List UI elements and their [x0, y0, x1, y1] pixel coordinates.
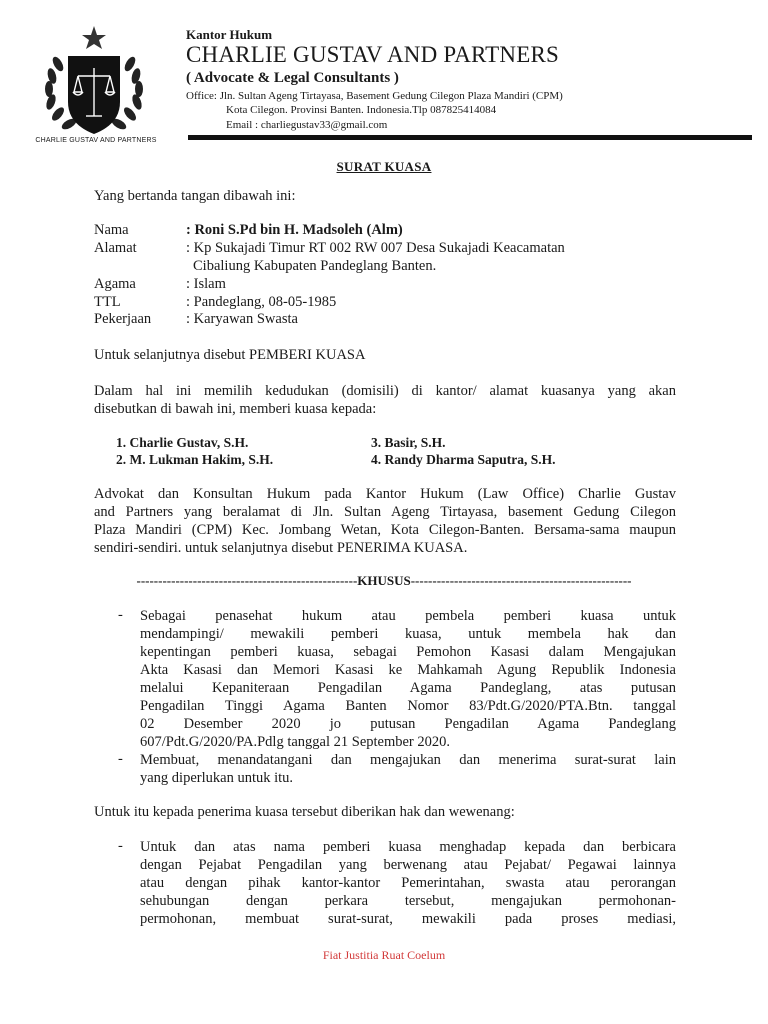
firm-subtitle: ( Advocate & Legal Consultants ): [186, 70, 399, 86]
identity-value: : Kp Sukajadi Timur RT 002 RW 007 Desa Sukajadi Keacamatan: [186, 240, 565, 256]
bullet-line: permohonan, membuat surat-surat, mewakili pada proses mediasi,: [140, 911, 676, 927]
attorney-name: 1. Charlie Gustav, S.H.: [116, 435, 249, 450]
identity-label: Nama: [94, 222, 129, 238]
identity-value: Cibaliung Kabupaten Pandeglang Banten.: [193, 258, 437, 274]
office-label: Kantor Hukum: [186, 27, 273, 42]
footer-motto: Fiat Justitia Ruat Coelum: [322, 948, 446, 962]
bullet-line: Pengadilan Tinggi Agama Banten Nomor 83/Pdt.G/2020/PTA.Btn. tanggal: [140, 698, 676, 714]
identity-value: : Karyawan Swasta: [186, 311, 298, 327]
bullet-line: sehubungan dengan perkara tersebut, mengajukan permohonan-: [140, 893, 676, 909]
firm-name: CHARLIE GUSTAV AND PARTNERS: [186, 42, 560, 67]
rights-intro: Untuk itu kepada penerima kuasa tersebut diberikan hak dan wewenang:: [94, 804, 515, 820]
bullet-line: 02 Desember 2020 jo putusan Pengadilan Agama Pandeglang: [140, 716, 676, 732]
advokat-line: sendiri-sendiri. untuk selanjutnya disebut PENERIMA KUASA.: [94, 540, 468, 556]
bullet-dash: -: [118, 838, 123, 854]
bullet-line: Sebagai penasehat hukum atau pembela pemberi kuasa untuk: [140, 608, 676, 624]
identity-label: Agama: [94, 276, 136, 292]
advokat-line: Advokat dan Konsultan Hukum pada Kantor Hukum (Law Office) Charlie Gustav: [94, 486, 676, 502]
identity-value: : Islam: [186, 276, 226, 292]
khusus-heading: ---------------------------------------------------KHUSUS---------------------------------------------------: [136, 573, 632, 588]
advokat-line: Plaza Mandiri (CPM) Kec. Jombang Wetan, Kota Cilegon-Banten. Bersama-sama maupun: [94, 522, 676, 538]
bullet-line: atau dengan pihak kantor-kantor Pemerintahan, swasta atau perorangan: [140, 875, 676, 891]
bullet-line: mendampingi/ mewakili pemberi kuasa, untuk membela hak dan: [140, 626, 676, 642]
office-address-line1: Office: Jln. Sultan Ageng Tirtayasa, Basement Gedung Cilegon Plaza Mandiri (CPM): [186, 90, 563, 102]
document-title: SURAT KUASA: [336, 159, 432, 174]
bullet-line: yang diperlukan untuk itu.: [140, 770, 294, 786]
attorney-name: 3. Basir, S.H.: [371, 435, 446, 450]
advokat-line: and Partners yang beralamat di Jln. Sultan Ageng Tirtayasa, basement Gedung Cilegon: [94, 504, 676, 520]
star-icon: [82, 26, 106, 49]
firm-logo: [18, 24, 174, 148]
bullet-line: 607/Pdt.G/2020/PA.Pdlg tanggal 21 September 2020.: [140, 734, 451, 750]
attorney-name: 4. Randy Dharma Saputra, S.H.: [371, 452, 556, 467]
logo-caption: CHARLIE GUSTAV AND PARTNERS: [35, 137, 157, 144]
identity-value: : Pandeglang, 08-05-1985: [186, 294, 337, 310]
intro-text: Yang bertanda tangan dibawah ini:: [94, 188, 296, 204]
attorney-name: 2. M. Lukman Hakim, S.H.: [116, 452, 274, 467]
office-email: Email : charliegustav33@gmail.com: [226, 119, 388, 131]
office-address-line2: Kota Cilegon. Provinsi Banten. Indonesia.Tlp 087825414084: [226, 104, 497, 116]
bullet-line: dengan Pejabat Pengadilan yang berwenang atau Pejabat/ Pegawai lainnya: [140, 857, 676, 873]
pemberi-kuasa-text: Untuk selanjutnya disebut PEMBERI KUASA: [94, 347, 366, 363]
bullet-line: Akta Kasasi dan Memori Kasasi ke Mahkamah Agung Republik Indonesia: [140, 662, 676, 678]
domicile-line: Dalam hal ini memilih kedudukan (domisili) di kantor/ alamat kuasanya yang akan: [94, 383, 676, 399]
bullet-dash: -: [118, 751, 123, 767]
identity-label: TTL: [94, 294, 121, 310]
header-divider: [188, 135, 752, 140]
bullet-line: Untuk dan atas nama pemberi kuasa menghadap kepada dan berbicara: [140, 839, 676, 855]
identity-value: : Roni S.Pd bin H. Madsoleh (Alm): [186, 222, 403, 238]
identity-label: Pekerjaan: [94, 311, 152, 327]
identity-label: Alamat: [94, 240, 137, 256]
bullet-line: kepentingan pemberi kuasa, sebagai Pemohon Kasasi dalam Mengajukan: [140, 644, 676, 660]
domicile-line: disebutkan di bawah ini, memberi kuasa kepada:: [94, 401, 377, 417]
bullet-dash: -: [118, 607, 123, 623]
bullet-line: melalui Kepaniteraan Pengadilan Agama Pandeglang, atas putusan: [140, 680, 676, 696]
bullet-line: Membuat, menandatangani dan mengajukan dan menerima surat-surat lain: [140, 752, 676, 768]
